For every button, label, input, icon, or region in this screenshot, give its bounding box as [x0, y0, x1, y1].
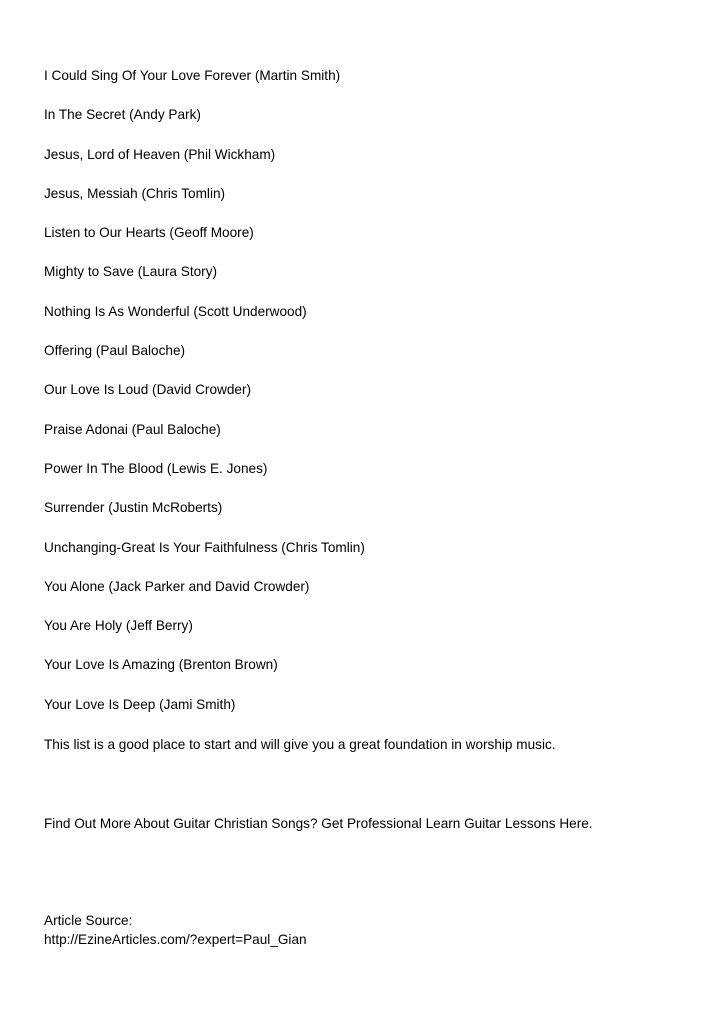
song-item: Offering (Paul Baloche): [44, 343, 186, 359]
article-source-label: Article Source:: [44, 913, 133, 928]
song-item: Jesus, Lord of Heaven (Phil Wickham): [44, 146, 276, 162]
song-item: You Alone (Jack Parker and David Crowder): [44, 578, 310, 594]
song-item: Your Love Is Amazing (Brenton Brown): [44, 657, 278, 673]
song-item: Our Love Is Loud (David Crowder): [44, 382, 252, 398]
song-item: Unchanging-Great Is Your Faithfulness (Chris Tomlin): [44, 539, 365, 555]
song-item: Jesus, Messiah (Chris Tomlin): [44, 185, 226, 201]
song-item: Listen to Our Hearts (Geoff Moore): [44, 225, 254, 241]
article-source-url: http://EzineArticles.com/?expert=Paul_Gian: [44, 932, 307, 947]
song-item: In The Secret (Andy Park): [44, 107, 201, 123]
song-item: Nothing Is As Wonderful (Scott Underwood): [44, 303, 307, 319]
find-out-more-paragraph: Find Out More About Guitar Christian Songs? Get Professional Learn Guitar Lessons Here.: [44, 816, 593, 831]
article-source: [44, 911, 307, 949]
song-list: [44, 68, 704, 736]
song-item: I Could Sing Of Your Love Forever (Martin Smith): [44, 68, 341, 83]
intro-paragraph: This list is a good place to start and will give you a great foundation in worship music.: [44, 737, 556, 752]
song-item: Power In The Blood (Lewis E. Jones): [44, 460, 268, 476]
song-item: Praise Adonai (Paul Baloche): [44, 421, 221, 437]
song-item: Your Love Is Deep (Jami Smith): [44, 696, 236, 712]
song-item: You Are Holy (Jeff Berry): [44, 618, 193, 634]
song-item: Surrender (Justin McRoberts): [44, 500, 223, 516]
song-item: Mighty to Save (Laura Story): [44, 264, 218, 280]
